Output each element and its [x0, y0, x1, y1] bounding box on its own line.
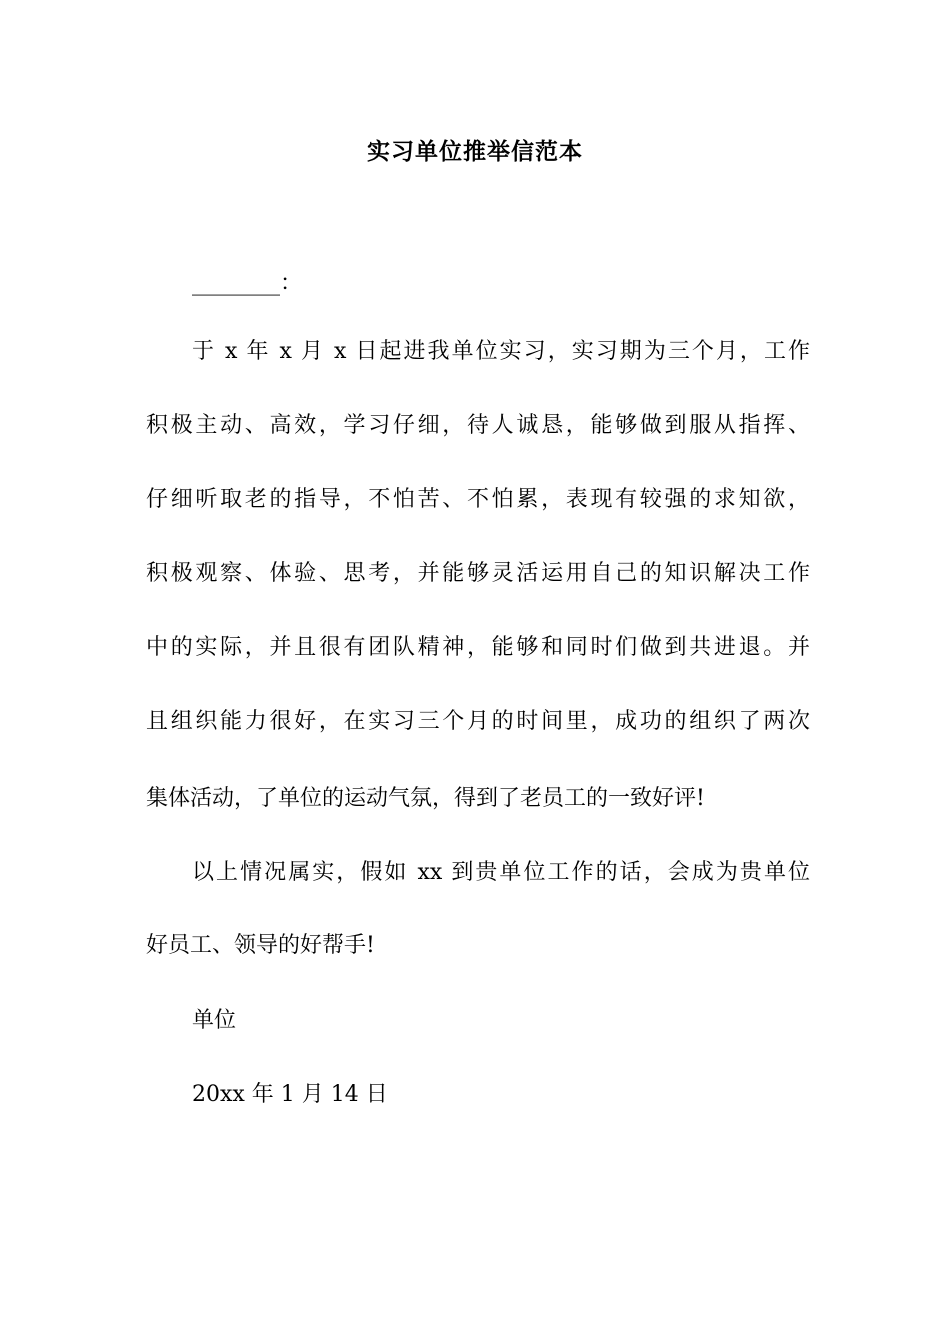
body-line: 积极主动、高效，学习仔细，待人诚恳，能够做到服从指挥、 — [146, 413, 810, 438]
body-line: 仔细听取老的指导，不怕苦、不怕累，表现有较强的求知欲， — [146, 487, 810, 512]
body-line: 于 x 年 x 月 x 日起进我单位实习，实习期为三个月，工作 — [192, 339, 810, 364]
signature-date: 20xx 年 1 月 14 日 — [192, 1082, 388, 1107]
document-title: 实习单位推举信范本 — [367, 138, 583, 165]
body-line: 以上情况属实，假如 xx 到贵单位工作的话，会成为贵单位 — [192, 860, 810, 885]
body-line: 积极观察、体验、思考，并能够灵活运用自己的知识解决工作 — [146, 561, 810, 586]
body-line: 且组织能力很好，在实习三个月的时间里，成功的组织了两次 — [146, 709, 810, 734]
salutation: ________： — [192, 271, 303, 296]
body-line: 中的实际，并且很有团队精神，能够和同时们做到共进退。并 — [146, 635, 810, 660]
signature-unit: 单位 — [192, 1008, 237, 1033]
body-line: 好员工、领导的好帮手! — [146, 933, 375, 958]
body-line: 集体活动，了单位的运动气氛，得到了老员工的一致好评! — [146, 786, 705, 811]
